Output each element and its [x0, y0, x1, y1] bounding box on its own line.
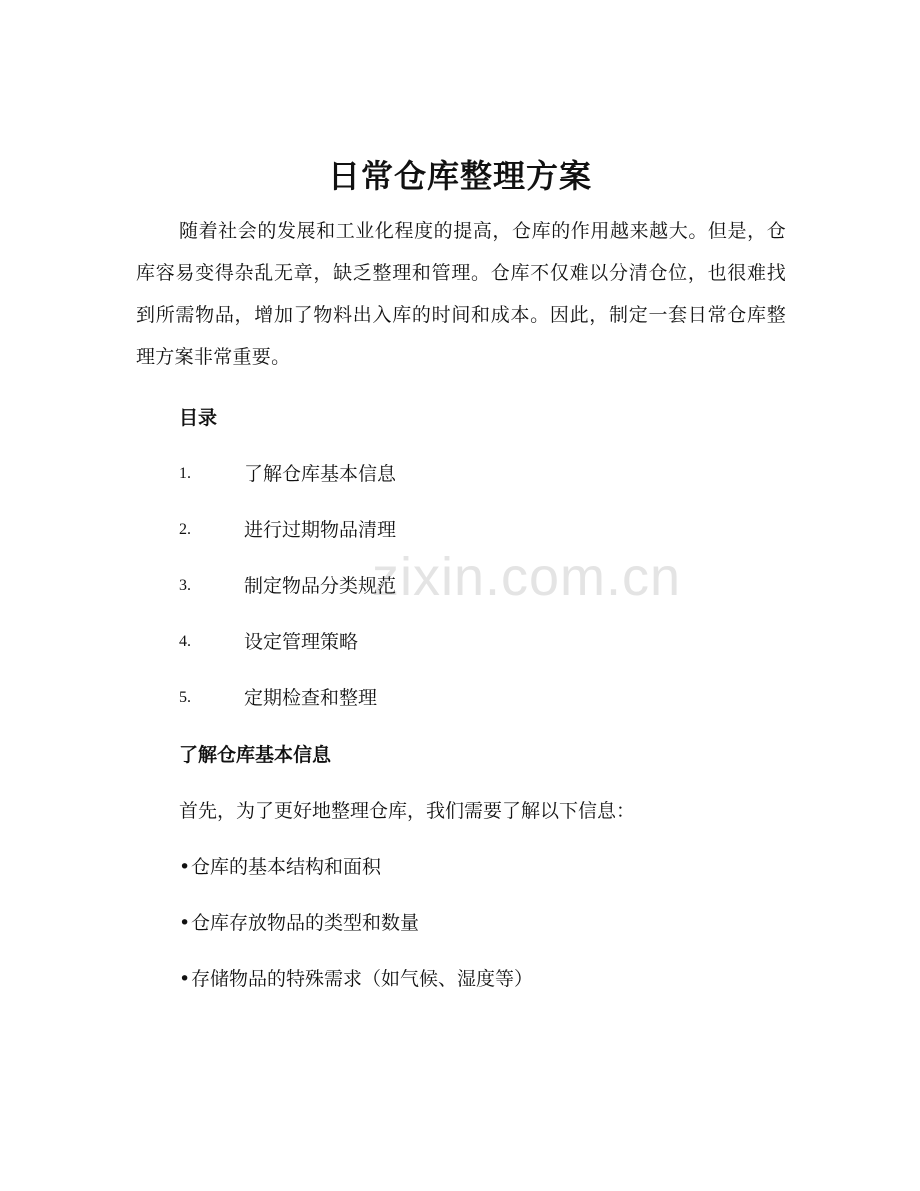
bullet-icon: •: [179, 856, 191, 878]
bullet-item-2: [179, 908, 419, 938]
bullet-item-1: [179, 852, 381, 882]
toc-text: 了解仓库基本信息: [244, 463, 397, 485]
section-heading: 了解仓库基本信息: [179, 744, 332, 766]
toc-text: 进行过期物品清理: [244, 519, 397, 541]
document-title: 日常仓库整理方案: [327, 157, 592, 195]
toc-number: 4.: [179, 633, 191, 650]
toc-text: 定期检查和整理: [244, 687, 378, 709]
toc-heading: 目录: [179, 407, 218, 429]
intro-paragraph: 随着社会的发展和工业化程度的提高，仓库的作用越来越大。但是，仓库容易变得杂乱无章，缺乏整理和管理。仓库不仅难以分清仓位，也很难找到所需物品，增加了物料出入库的时间和成本。因此，制定一套日常仓库整理方案非常重要。: [136, 220, 786, 368]
toc-text: 设定管理策略: [244, 631, 359, 653]
bullet-item-3: [179, 964, 533, 994]
bullet-text: 存储物品的特殊需求（如气候、湿度等）: [191, 968, 534, 990]
section-lead-text: 首先，为了更好地整理仓库，我们需要了解以下信息：: [179, 800, 636, 822]
toc-text: 制定物品分类规范: [244, 575, 397, 597]
bullet-icon: •: [179, 968, 191, 990]
watermark: zixin.com.cn: [372, 547, 682, 607]
toc-number: 2.: [179, 521, 191, 538]
bullet-text: 仓库存放物品的类型和数量: [191, 912, 420, 934]
bullet-icon: •: [179, 912, 191, 934]
toc-number: 3.: [179, 577, 191, 594]
bullet-text: 仓库的基本结构和面积: [191, 856, 382, 878]
toc-number: 5.: [179, 689, 191, 706]
toc-number: 1.: [179, 465, 191, 482]
